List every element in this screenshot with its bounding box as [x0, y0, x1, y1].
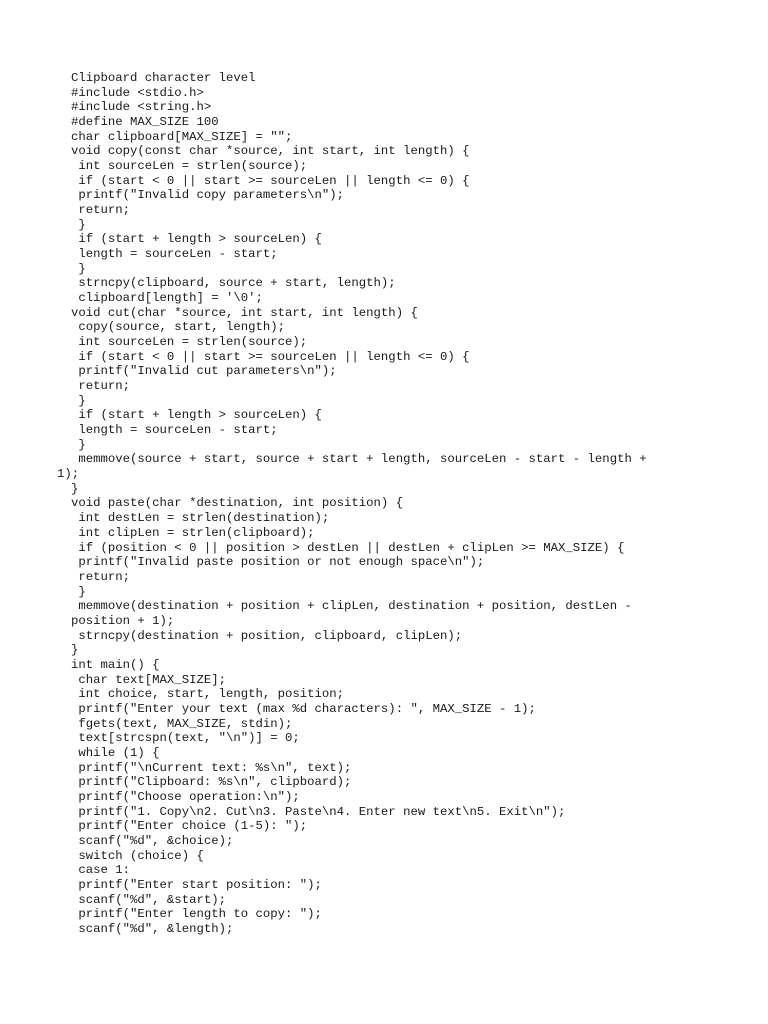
code-line: if (start + length > sourceLen) { — [71, 408, 322, 423]
code-line: } — [71, 217, 86, 232]
code-line: strncpy(clipboard, source + start, length); — [71, 276, 396, 291]
code-line: printf("\nCurrent text: %s\n", text); — [71, 760, 352, 775]
code-line: int destLen = strlen(destination); — [71, 511, 330, 526]
code-line: void copy(const char *source, int start, int length) { — [71, 144, 470, 159]
code-line: switch (choice) { — [71, 848, 204, 863]
code-line: return; — [71, 203, 131, 218]
code-line: } — [71, 584, 86, 599]
code-line: printf("1. Copy\n2. Cut\n3. Paste\n4. Enter new text\n5. Exit\n"); — [71, 804, 566, 819]
code-line: if (position < 0 || position > destLen || destLen + clipLen >= MAX_SIZE) { — [71, 540, 625, 555]
code-line: printf("Enter choice (1-5): "); — [71, 819, 308, 834]
code-line: memmove(destination + position + clipLen, destination + position, destLen - — [71, 599, 632, 614]
code-line: int clipLen = strlen(clipboard); — [71, 525, 315, 540]
code-line: scanf("%d", &choice); — [71, 833, 234, 848]
code-line: } — [71, 643, 79, 658]
code-line: printf("Enter length to copy: "); — [71, 907, 322, 922]
code-line: Clipboard character level — [71, 71, 256, 85]
code-line: if (start < 0 || start >= sourceLen || length <= 0) { — [71, 173, 470, 188]
code-line: memmove(source + start, source + start + length, sourceLen - start - length + — [71, 452, 647, 467]
code-line: if (start + length > sourceLen) { — [71, 232, 322, 247]
code-line: printf("Invalid copy parameters\n"); — [71, 188, 345, 203]
code-document — [57, 71, 711, 937]
code-line: length = sourceLen - start; — [71, 423, 278, 438]
code-line: int sourceLen = strlen(source); — [71, 159, 308, 174]
code-line: int sourceLen = strlen(source); — [71, 335, 308, 350]
code-line: } — [71, 261, 86, 276]
code-line: strncpy(destination + position, clipboard, clipLen); — [71, 628, 463, 643]
code-line: length = sourceLen - start; — [71, 247, 278, 262]
code-line: scanf("%d", &length); — [71, 921, 234, 936]
code-line: while (1) { — [71, 745, 160, 760]
code-line: position + 1); — [71, 613, 175, 628]
code-line: 1); — [57, 467, 80, 482]
code-line: fgets(text, MAX_SIZE, stdin); — [71, 716, 293, 731]
code-line: char clipboard[MAX_SIZE] = ""; — [71, 129, 293, 144]
code-line: text[strcspn(text, "\n")] = 0; — [71, 731, 300, 746]
code-line: scanf("%d", &start); — [71, 892, 226, 907]
code-line: char text[MAX_SIZE]; — [71, 672, 226, 687]
code-line: printf("Enter start position: "); — [71, 877, 322, 892]
code-line: copy(source, start, length); — [71, 320, 286, 335]
code-line: case 1: — [71, 863, 131, 878]
code-line: } — [71, 393, 86, 408]
code-line: void cut(char *source, int start, int length) { — [71, 305, 418, 320]
code-line: #include <stdio.h> — [71, 85, 204, 100]
code-line: } — [71, 437, 86, 452]
code-line: } — [71, 481, 79, 496]
code-line: printf("Invalid paste position or not enough space\n"); — [71, 555, 485, 570]
code-line: int choice, start, length, position; — [71, 687, 345, 702]
code-line: int main() { — [71, 657, 160, 672]
code-line: printf("Clipboard: %s\n", clipboard); — [71, 775, 352, 790]
code-line: printf("Enter your text (max %d characters): ", MAX_SIZE - 1); — [71, 701, 536, 716]
code-line: #include <string.h> — [71, 100, 212, 115]
code-line: return; — [71, 379, 131, 394]
code-line: if (start < 0 || start >= sourceLen || length <= 0) { — [71, 349, 470, 364]
code-line: #define MAX_SIZE 100 — [71, 115, 219, 130]
code-line: printf("Invalid cut parameters\n"); — [71, 364, 337, 379]
code-line: void paste(char *destination, int position) { — [71, 496, 404, 511]
code-line: printf("Choose operation:\n"); — [71, 789, 300, 804]
code-line: return; — [71, 569, 131, 584]
code-line: clipboard[length] = '\0'; — [71, 291, 263, 306]
